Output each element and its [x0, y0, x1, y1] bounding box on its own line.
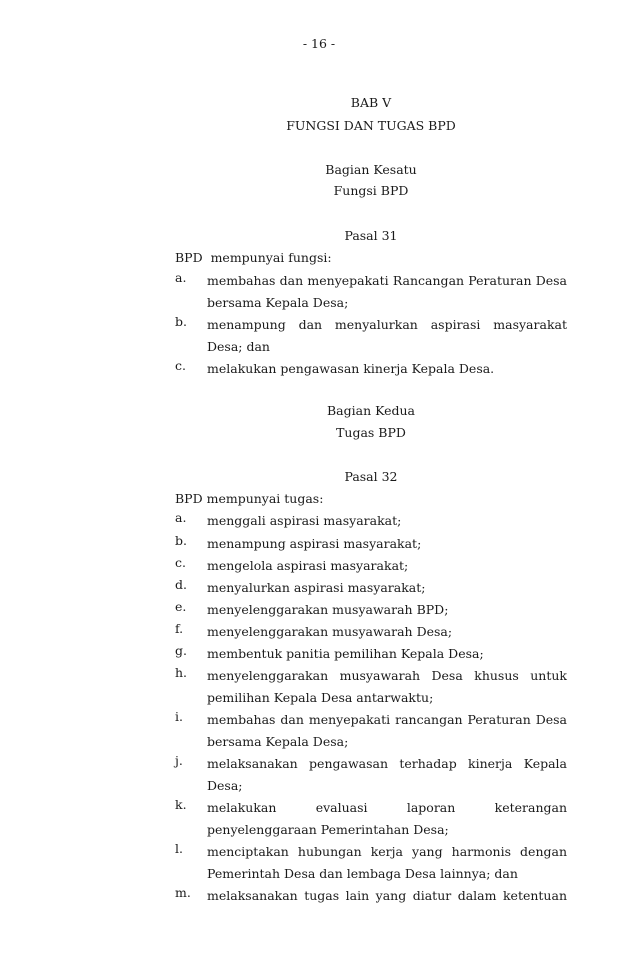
list-item-letter: a.	[175, 510, 187, 525]
list-item-text: menciptakan hubungan kerja yang harmonis dengan Pemerintah Desa dan lembaga Desa lainnya; dan	[207, 844, 567, 881]
list-item-text: melaksanakan tugas lain yang diatur dalam ketentuan	[207, 888, 567, 903]
list-item-text: menampung dan menyalurkan aspirasi masyarakat Desa; dan	[207, 317, 567, 354]
list-item-text: melakukan pengawasan kinerja Kepala Desa.	[207, 361, 495, 376]
article-32-heading: Pasal 32	[344, 469, 398, 484]
list-item-text: menampung aspirasi masyarakat;	[207, 536, 422, 551]
page-number: - 16 -	[302, 36, 336, 51]
list-item-letter: b.	[175, 533, 187, 548]
section-2-title: Bagian Kedua	[326, 403, 416, 418]
list-item-text: menyelenggarakan musyawarah Desa khusus untuk pemilihan Kepala Desa antarwaktu;	[207, 668, 567, 705]
article-32-intro: BPD mempunyai tugas:	[175, 491, 324, 506]
list-item-letter: m.	[175, 885, 191, 900]
list-item-text: menyalurkan aspirasi masyarakat;	[207, 580, 426, 595]
list-item-letter: c.	[175, 358, 186, 373]
list-item-text: menyelenggarakan musyawarah Desa;	[207, 624, 453, 639]
section-2-subtitle: Tugas BPD	[336, 425, 406, 440]
list-item-letter: j.	[175, 753, 183, 768]
list-item-letter: a.	[175, 270, 187, 285]
list-item-letter: e.	[175, 599, 187, 614]
list-item-letter: g.	[175, 643, 187, 658]
list-item-text: melaksanakan pengawasan terhadap kinerja Kepala Desa;	[207, 756, 567, 793]
chapter-title: BAB V	[350, 95, 392, 110]
article-31-intro: BPD mempunyai fungsi:	[175, 250, 332, 265]
list-item-text: membentuk panitia pemilihan Kepala Desa;	[207, 646, 484, 661]
section-1-title: Bagian Kesatu	[325, 162, 417, 177]
list-item-letter: f.	[175, 621, 184, 636]
list-item-text: membahas dan menyepakati Rancangan Peraturan Desa bersama Kepala Desa;	[207, 273, 567, 310]
list-item-letter: l.	[175, 841, 183, 856]
list-item-letter: d.	[175, 577, 187, 592]
chapter-subtitle: FUNGSI DAN TUGAS BPD	[286, 118, 456, 133]
list-item-letter: h.	[175, 665, 188, 680]
list-item-text: melakukan evaluasi laporan keterangan penyelenggaraan Pemerintahan Desa;	[207, 800, 567, 837]
list-item-text: menggali aspirasi masyarakat;	[207, 513, 402, 528]
section-1-subtitle: Fungsi BPD	[333, 183, 409, 198]
list-item-text: membahas dan menyepakati rancangan Peraturan Desa bersama Kepala Desa;	[207, 712, 567, 749]
list-item-text: mengelola aspirasi masyarakat;	[207, 558, 409, 573]
article-31-heading: Pasal 31	[344, 228, 398, 243]
list-item-text: menyelenggarakan musyawarah BPD;	[207, 602, 449, 617]
list-item-letter: k.	[175, 797, 187, 812]
list-item-letter: c.	[175, 555, 186, 570]
list-item-letter: b.	[175, 314, 187, 329]
list-item-letter: i.	[175, 709, 183, 724]
